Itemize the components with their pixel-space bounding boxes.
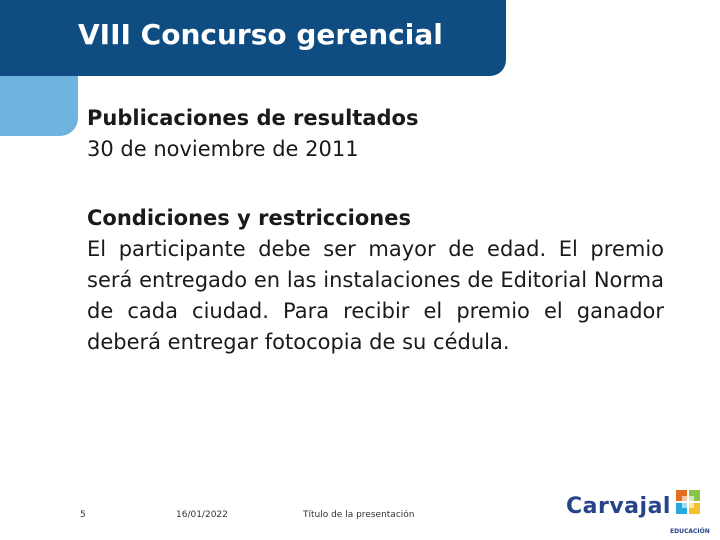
conditions-section [87,203,664,358]
carvajal-logo [566,490,710,538]
slide-title: VIII Concurso gerencial [78,18,443,51]
logo-subtitle: EDUCACIÓN [670,528,710,535]
page-number: 5 [80,510,86,520]
publication-heading: Publicaciones de resultados [87,106,419,130]
conditions-heading: Condiciones y restricciones [87,206,412,230]
logo-brand-text: Carvajal [566,494,671,519]
logo-mark-icon [676,490,700,514]
publication-section [87,103,418,165]
footer-presentation-title: Título de la presentación [303,510,415,520]
side-accent-bar [0,76,78,136]
footer-date: 16/01/2022 [176,510,228,520]
conditions-text: El participante debe ser mayor de edad. El premio será entregado en las instalaciones de Editorial Norma de cada ciudad. Para recibir el premio el ganador deberá entregar fotocopia de su cédula. [87,237,664,354]
publication-date: 30 de noviembre de 2011 [87,137,359,161]
